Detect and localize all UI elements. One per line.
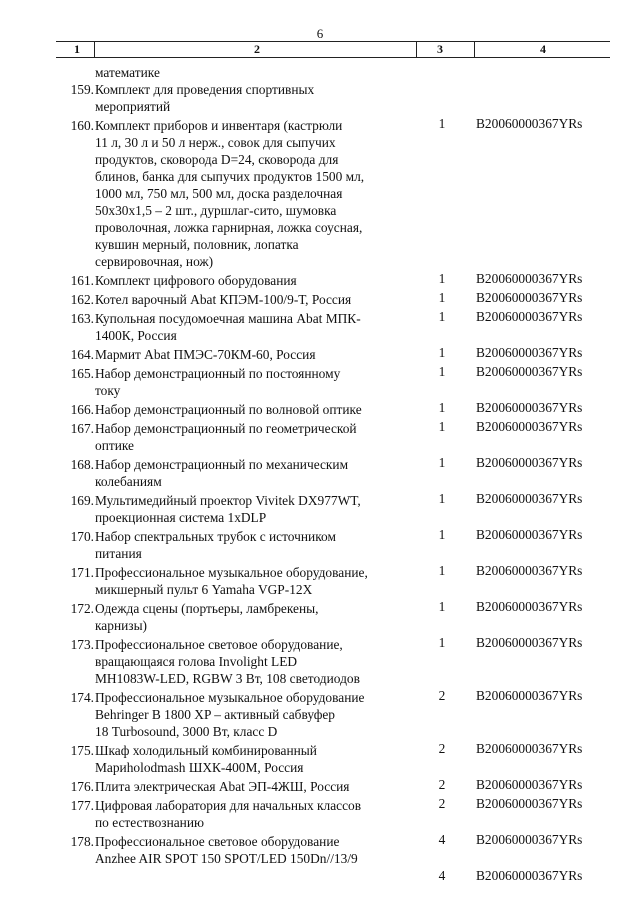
item-name: Комплект приборов и инвентаря (кастрюли 11 л, 30 л и 50 л нерж., совок для сыпучих продуктов, сковорода D=24, сковорода для блинов, банка для сыпучих продуктов 1500 мл, 1000 мл, 750 мл, 500 мл, доска разделочная 50х30х1,5 – 2 шт., дуршлаг-сито, шумовка проволочная, ложка гарнирная, ложка соусная, кувшин мерный, половник, лопатка сервировочная, нож) xyxy=(95,118,365,269)
item-quantity: 2 xyxy=(438,688,446,703)
item-quantity: 1 xyxy=(438,455,446,470)
item-code: B20060000367YRs xyxy=(476,491,583,506)
table-row xyxy=(0,833,640,883)
table-header xyxy=(56,41,610,58)
item-number: 173. xyxy=(70,637,94,652)
header-col-3: 3 xyxy=(437,42,443,56)
item-name: Плита электрическая Abat ЭП-4ЖШ, Россия xyxy=(95,779,350,794)
item-quantity: 4 xyxy=(438,832,446,847)
item-quantity: 1 xyxy=(438,271,446,286)
item-quantity: 1 xyxy=(438,364,446,379)
item-quantity: 4 xyxy=(438,868,446,883)
item-code: B20060000367YRs xyxy=(476,832,583,847)
item-quantity: 1 xyxy=(438,309,446,324)
item-number: 176. xyxy=(70,779,94,794)
item-quantity: 1 xyxy=(438,116,446,131)
item-code: B20060000367YRs xyxy=(476,419,583,434)
item-number: 178. xyxy=(70,834,94,849)
item-quantity: 1 xyxy=(438,635,446,650)
item-number: 174. xyxy=(70,690,94,705)
item-number: 165. xyxy=(70,366,94,381)
item-number: 171. xyxy=(70,565,94,580)
item-code: B20060000367YRs xyxy=(476,364,583,379)
item-quantity: 1 xyxy=(438,563,446,578)
item-code: B20060000367YRs xyxy=(476,309,583,324)
item-quantity: 2 xyxy=(438,796,446,811)
item-name: Купольная посудомоечная машина Abat МПК- 1400К, Россия xyxy=(95,311,361,343)
item-number: 162. xyxy=(70,292,94,307)
item-number: 166. xyxy=(70,402,94,417)
continuation-row xyxy=(0,64,640,81)
item-number: 161. xyxy=(70,273,94,288)
item-quantity: 1 xyxy=(438,400,446,415)
item-number: 167. xyxy=(70,421,94,436)
item-code: B20060000367YRs xyxy=(476,599,583,614)
item-number: 172. xyxy=(70,601,94,616)
item-number: 164. xyxy=(70,347,94,362)
item-number: 168. xyxy=(70,457,94,472)
item-code: B20060000367YRs xyxy=(476,563,583,578)
item-name: Набор демонстрационный по постоянному току xyxy=(95,366,341,398)
item-code: B20060000367YRs xyxy=(476,271,583,286)
item-name: Профессиональное световое оборудование, вращающаяся голова Involight LED MH1083W-LED, RGBW 3 Вт, 108 светодиодов xyxy=(95,637,360,686)
page-number: 6 xyxy=(316,26,324,41)
item-name: Шкаф холодильный комбинированный Мариholodmash ШХК-400М, Россия xyxy=(95,743,317,775)
item-number: 163. xyxy=(70,311,94,326)
item-name: Мультимедийный проектор Vivitek DX977WT, проекционная система 1хDLP xyxy=(95,493,361,525)
item-number: 159. xyxy=(70,82,94,97)
item-code: B20060000367YRs xyxy=(476,116,583,131)
item-code: B20060000367YRs xyxy=(476,345,583,360)
item-number: 169. xyxy=(70,493,94,508)
header-col-2: 2 xyxy=(254,42,260,56)
header-divider xyxy=(94,42,95,57)
item-name: Комплект цифрового оборудования xyxy=(95,273,297,288)
item-name: Комплект для проведения спортивных мероприятий xyxy=(95,82,315,114)
item-code: B20060000367YRs xyxy=(476,688,583,703)
header-col-4: 4 xyxy=(540,42,546,56)
item-name: Одежда сцены (портьеры, ламбрекены, карнизы) xyxy=(95,601,319,633)
item-name: Набор демонстрационный по волновой оптике xyxy=(95,402,362,417)
item-quantity: 1 xyxy=(438,491,446,506)
item-quantity: 1 xyxy=(438,345,446,360)
item-code: B20060000367YRs xyxy=(476,796,583,811)
header-divider xyxy=(416,42,417,57)
continuation-text: математике xyxy=(95,65,160,80)
item-name: Котел варочный Abat КПЭМ-100/9-Т, Россия xyxy=(95,292,352,307)
item-code: B20060000367YRs xyxy=(476,741,583,756)
item-code: B20060000367YRs xyxy=(476,400,583,415)
item-code: B20060000367YRs xyxy=(476,527,583,542)
item-code: B20060000367YRs xyxy=(476,455,583,470)
item-quantity: 1 xyxy=(438,290,446,305)
item-quantity: 1 xyxy=(438,527,446,542)
item-name: Цифровая лаборатория для начальных классов по естествознанию xyxy=(95,798,362,830)
item-number: 177. xyxy=(70,798,94,813)
item-quantity: 2 xyxy=(438,741,446,756)
item-name: Профессиональное музыкальное оборудование Behringer B 1800 XP – активный сабвуфер 18 Turbosound, 3000 Вт, класс D xyxy=(95,690,365,739)
item-quantity: 1 xyxy=(438,599,446,614)
item-name: Набор спектральных трубок с источником питания xyxy=(95,529,336,561)
item-code: B20060000367YRs xyxy=(476,635,583,650)
item-name: Набор демонстрационный по механическим колебаниям xyxy=(95,457,349,489)
item-name: Профессиональное световое оборудование Anzhee AIR SPOT 150 SPOT/LED 150Dn//13/9 xyxy=(95,834,358,866)
item-number: 175. xyxy=(70,743,94,758)
item-number: 170. xyxy=(70,529,94,544)
item-code: B20060000367YRs xyxy=(476,777,583,792)
item-quantity: 2 xyxy=(438,777,446,792)
item-name: Профессиональное музыкальное оборудование, микшерный пульт 6 Yamaha VGP-12X xyxy=(95,565,368,597)
item-name: Набор демонстрационный по геометрической оптике xyxy=(95,421,357,453)
item-name: Мармит Abat ПМЭС-70КМ-60, Россия xyxy=(95,347,316,362)
item-number: 160. xyxy=(70,118,94,133)
header-divider xyxy=(474,42,475,57)
header-col-1: 1 xyxy=(74,42,80,56)
items-table xyxy=(0,64,640,883)
item-code: B20060000367YRs xyxy=(476,868,583,883)
item-code: B20060000367YRs xyxy=(476,290,583,305)
item-quantity: 1 xyxy=(438,419,446,434)
